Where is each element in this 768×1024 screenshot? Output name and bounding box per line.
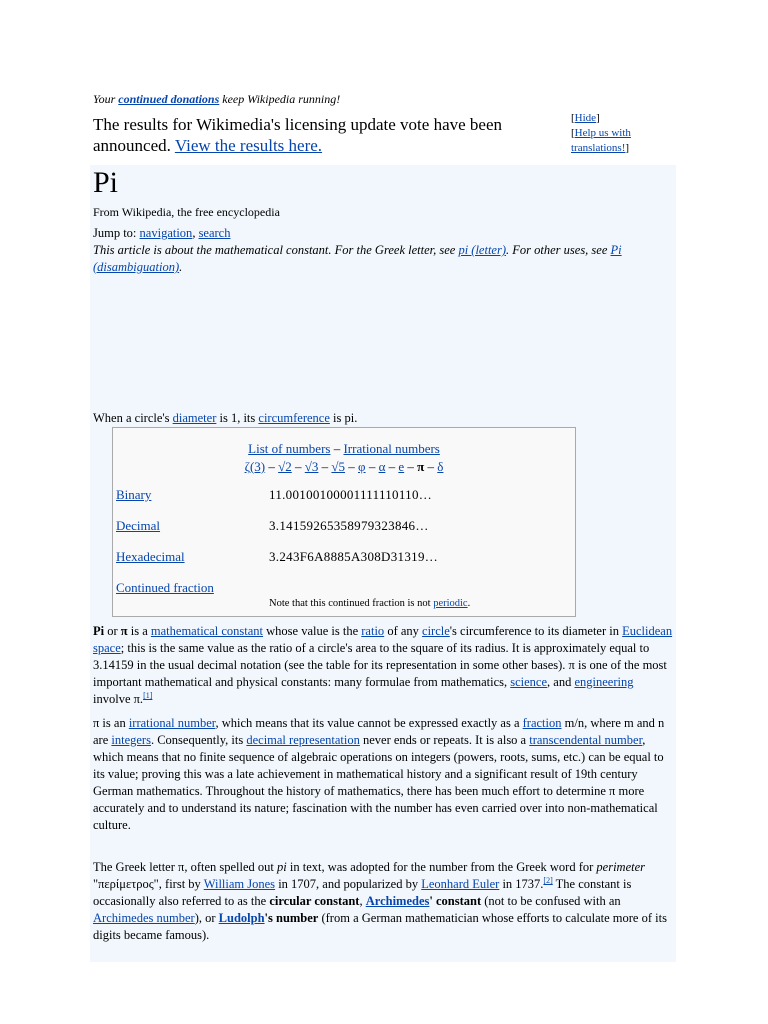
- paragraph-irrational: [93, 715, 673, 834]
- transcendental-number-link[interactable]: transcendental number: [529, 733, 643, 747]
- text: (not to be confused with an: [481, 894, 621, 908]
- reference-1-link[interactable]: [1]: [143, 690, 153, 700]
- continued-donations-link[interactable]: continued donations: [118, 92, 220, 106]
- donation-banner: [93, 92, 683, 107]
- infobox: [112, 427, 576, 617]
- ludolph-link[interactable]: Ludolph: [218, 911, 265, 925]
- text: 's circumference to its diameter in: [449, 624, 623, 638]
- text: or: [104, 624, 121, 638]
- circumference-link[interactable]: circumference: [258, 411, 330, 425]
- leonhard-euler-link[interactable]: Leonhard Euler: [421, 877, 500, 891]
- hatnote-text: This article is about the mathematical constant. For the Greek letter, see: [93, 243, 459, 257]
- euclidean-space-link[interactable]: Euclidean space: [93, 624, 673, 655]
- e-link[interactable]: e: [398, 459, 405, 474]
- text: The Greek letter π, often spelled out: [93, 860, 278, 874]
- notice-controls: [Hide] [Help us with translations!]: [571, 112, 631, 154]
- decimal-link[interactable]: Decimal: [116, 518, 161, 533]
- circle-link[interactable]: circle: [422, 624, 450, 638]
- italic-term: pi: [277, 860, 287, 874]
- text: in 1737.: [499, 877, 544, 891]
- hatnote-text: .: [179, 260, 183, 274]
- hatnote: [93, 242, 673, 276]
- help-translate-link[interactable]: Help us with translations!: [571, 127, 631, 154]
- continued-fraction-link[interactable]: Continued fraction: [116, 580, 214, 595]
- text: never ends or repeats. It is also a: [359, 733, 530, 747]
- hexadecimal-link[interactable]: Hexadecimal: [116, 549, 185, 564]
- archimedes-number-link[interactable]: Archimedes number: [93, 911, 195, 925]
- tagline: From Wikipedia, the free encyclopedia: [93, 205, 280, 219]
- pi-current: π: [417, 459, 425, 474]
- header-separator: –: [330, 441, 344, 456]
- text: ; this is the same value as the ratio of a circle's area to the square of its radius. It is approximately equal to 3.14159 in the usual decimal notation (see the table for its representation in some other bases). π is one of the most important mathematical and physical constants: many formulae from mathematics,: [93, 641, 667, 689]
- site-notice: [93, 92, 683, 155]
- bold-term: Pi: [93, 624, 105, 638]
- delta-link[interactable]: δ: [437, 459, 444, 474]
- text: , which means that its value cannot be expressed exactly as a: [215, 716, 523, 730]
- bold-term: ' constant: [429, 894, 482, 908]
- irrational-number-link[interactable]: irrational number: [128, 716, 216, 730]
- text: in text, was adopted for the number from the Greek word for: [286, 860, 597, 874]
- infobox-header: List of numbers – Irrational numbers ζ(3) – √2 – √3 – √5 – φ – α – e – π – δ: [244, 441, 444, 474]
- decimal-representation-link[interactable]: decimal representation: [246, 733, 360, 747]
- jump-to-label: Jump to:: [93, 226, 140, 240]
- science-link[interactable]: science: [510, 675, 548, 689]
- donate-suffix: keep Wikipedia running!: [219, 92, 341, 106]
- text: π is an: [93, 716, 129, 730]
- hide-notice-link[interactable]: Hide: [574, 112, 597, 124]
- pi-disambiguation-link[interactable]: Pi (disambiguation): [93, 243, 622, 274]
- ratio-link[interactable]: ratio: [361, 624, 385, 638]
- jump-navigation-link[interactable]: navigation: [139, 226, 193, 240]
- binary-value: 11.00100100001111110110…: [269, 487, 433, 502]
- alpha-link[interactable]: α: [378, 459, 386, 474]
- paragraph-intro: [93, 623, 673, 708]
- bold-term: 's number: [264, 911, 319, 925]
- infobox-row-decimal: [116, 518, 571, 538]
- reference-2-link[interactable]: [2]: [543, 875, 553, 885]
- vote-text: The results for Wikimedia's licensing update vote have been announced.: [93, 115, 502, 155]
- infobox-row-hexadecimal: [116, 549, 571, 569]
- mathematical-constant-link[interactable]: mathematical constant: [150, 624, 264, 638]
- hatnote-text: . For other uses, see: [506, 243, 611, 257]
- diameter-link[interactable]: diameter: [172, 411, 217, 425]
- bold-term: circular constant: [269, 894, 360, 908]
- text: whose value is the: [263, 624, 362, 638]
- caption-text: is 1, its: [216, 411, 259, 425]
- decimal-value: 3.14159265358979323846…: [269, 518, 429, 533]
- archimedes-link[interactable]: Archimedes: [365, 894, 430, 908]
- text: is a: [127, 624, 151, 638]
- text: (from a German mathematician whose efforts to calculate more of its digits became famous).: [93, 911, 667, 942]
- list-of-numbers-link[interactable]: List of numbers: [248, 441, 331, 456]
- text: The constant is occasionally also referred to as the: [93, 877, 632, 908]
- caption-text: When a circle's: [93, 411, 173, 425]
- italic-term: perimeter: [596, 860, 646, 874]
- image-placeholder: [93, 285, 673, 410]
- hexadecimal-value: 3.243F6A8885A308D31319…: [269, 549, 439, 564]
- pi-letter-link[interactable]: pi (letter): [458, 243, 507, 257]
- text: of any: [384, 624, 423, 638]
- image-caption: [93, 410, 357, 427]
- engineering-link[interactable]: engineering: [574, 675, 634, 689]
- article-content: [90, 165, 676, 962]
- page-title: Pi: [93, 166, 119, 199]
- jump-links: Jump to: navigation, search: [93, 226, 231, 240]
- jump-search-link[interactable]: search: [198, 226, 231, 240]
- text: in 1707, and popularized by: [275, 877, 422, 891]
- view-results-link[interactable]: View the results here.: [174, 136, 323, 155]
- sqrt2-link[interactable]: √2: [278, 459, 292, 474]
- zeta3-link[interactable]: ζ(3): [244, 459, 266, 474]
- text: m/n, where m and n are: [93, 716, 665, 747]
- donate-prefix: Your: [93, 92, 119, 106]
- fraction-link[interactable]: fraction: [522, 716, 562, 730]
- caption-text: is pi.: [329, 411, 358, 425]
- integers-link[interactable]: integers: [111, 733, 151, 747]
- irrational-numbers-link[interactable]: Irrational numbers: [343, 441, 440, 456]
- bold-term: π: [120, 624, 128, 638]
- infobox-row-binary: [116, 487, 571, 507]
- paragraph-name: [93, 859, 673, 944]
- continued-fraction-note: [269, 598, 470, 609]
- text: ), or: [194, 911, 219, 925]
- text: ,: [359, 894, 366, 908]
- text: , which means that no finite sequence of algebraic operations on integers (powers, roots, sums, etc.) can be equal to its value; proving this was a late achievement in mathematical history and a significant result of 19th century German mathematics. Throughout the history of mathematics, there has been much effort to determine π more accurately and to understand its nature; fascination with the number has even carried over into non-mathematical culture.: [93, 733, 664, 832]
- william-jones-link[interactable]: William Jones: [203, 877, 276, 891]
- note-text: Note that this continued fraction is not: [269, 598, 434, 609]
- note-end: .: [467, 598, 471, 609]
- text: involve π.: [93, 692, 144, 706]
- text: , and: [547, 675, 575, 689]
- infobox-row-continued-fraction: [116, 580, 571, 600]
- binary-link[interactable]: Binary: [116, 487, 152, 502]
- periodic-link[interactable]: periodic: [433, 598, 468, 609]
- text: . Consequently, its: [150, 733, 247, 747]
- text: "περίμετρος", first by: [93, 877, 204, 891]
- sqrt3-link[interactable]: √3: [304, 459, 319, 474]
- vote-announcement: [93, 114, 563, 156]
- sqrt5-link[interactable]: √5: [331, 459, 346, 474]
- phi-link[interactable]: φ: [358, 459, 366, 474]
